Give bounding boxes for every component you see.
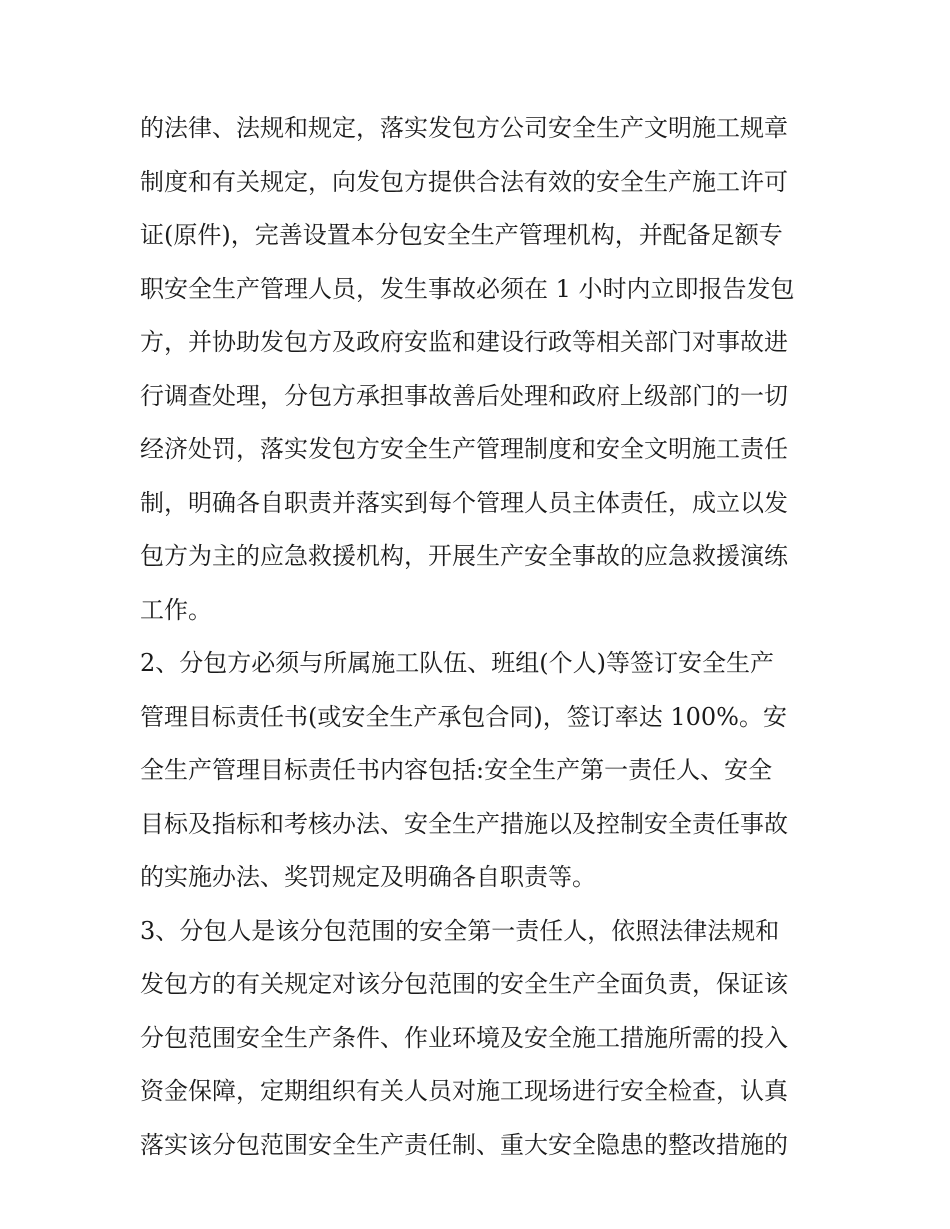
text-line-11: 2、分包方必须与所属施工队伍、班组(个人)等签订安全生产 xyxy=(140,649,774,677)
text-line-12: 管理目标责任书(或安全生产承包合同)，签订率达 100%。安 xyxy=(140,702,787,731)
text-line-8: 制，明确各自职责并落实到每个管理人员主体责任，成立以发 xyxy=(140,488,788,517)
text-line-1: 的法律、法规和规定，落实发包方公司安全生产文明施工规章 xyxy=(140,114,788,142)
text-line-10: 工作。 xyxy=(140,595,212,624)
text-line-5: 方，并协助发包方及政府安监和建设行政等相关部门对事故进 xyxy=(140,328,788,356)
text-line-2: 制度和有关规定，向发包方提供合法有效的安全生产施工许可 xyxy=(140,167,788,196)
text-line-19: 资金保障，定期组织有关人员对施工现场进行安全检查，认真 xyxy=(140,1077,788,1105)
text-line-3: 证(原件)，完善设置本分包安全生产管理机构，并配备足额专 xyxy=(140,221,783,249)
text-line-4: 职安全生产管理人员，发生事故必须在 1 小时内立即报告发包 xyxy=(140,274,795,303)
text-line-16: 3、分包人是该分包范围的安全第一责任人，依照法律法规和 xyxy=(140,916,780,945)
text-line-9: 包方为主的应急救援机构，开展生产安全事故的应急救援演练 xyxy=(140,542,788,570)
text-line-17: 发包方的有关规定对该分包范围的安全生产全面负责，保证该 xyxy=(140,970,788,998)
text-line-14: 目标及指标和考核办法、安全生产措施以及控制安全责任事故 xyxy=(140,809,788,838)
document-body xyxy=(140,102,820,1172)
text-line-6: 行调查处理，分包方承担事故善后处理和政府上级部门的一切 xyxy=(140,381,788,410)
text-line-13: 全生产管理目标责任书内容包括:安全生产第一责任人、安全 xyxy=(140,756,773,784)
text-line-15: 的实施办法、奖罚规定及明确各自职责等。 xyxy=(140,863,596,891)
text-line-18: 分包范围安全生产条件、作业环境及安全施工措施所需的投入 xyxy=(140,1023,788,1052)
text-line-20: 落实该分包范围安全生产责任制、重大安全隐患的整改措施的 xyxy=(140,1130,788,1159)
text-line-7: 经济处罚，落实发包方安全生产管理制度和安全文明施工责任 xyxy=(140,435,788,463)
